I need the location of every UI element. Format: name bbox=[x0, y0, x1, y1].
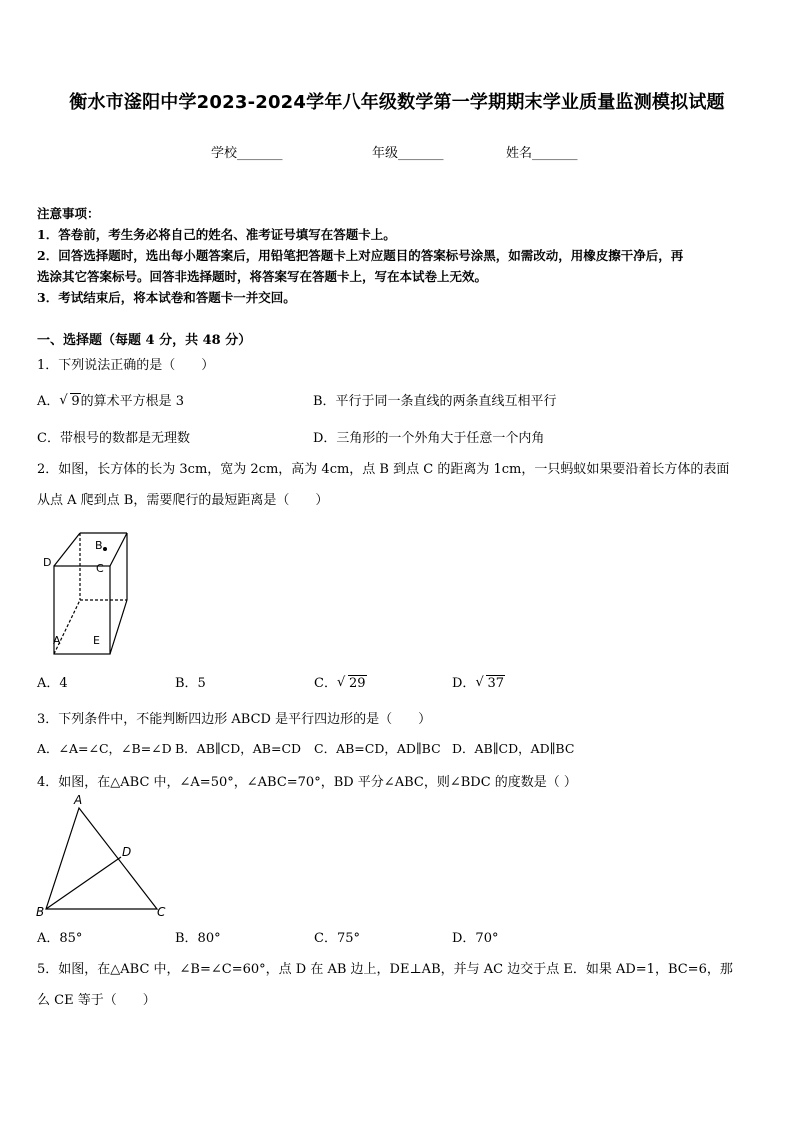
label-b: B bbox=[95, 539, 103, 552]
label-a: A bbox=[53, 634, 61, 647]
sqrt-symbol bbox=[337, 676, 367, 691]
option-label: C． bbox=[314, 676, 337, 691]
point-b-dot bbox=[103, 547, 107, 551]
option-label: A． bbox=[37, 394, 60, 409]
q5-stem-line2: 么 CE 等于（ ） bbox=[37, 993, 156, 1008]
q4-option-c: C．75° bbox=[314, 931, 360, 946]
q3-option-d: D．AB∥CD，AD∥BC bbox=[452, 741, 575, 756]
sqrt-symbol bbox=[59, 394, 80, 409]
bisector-bd bbox=[46, 857, 121, 909]
name-field: 姓名_______ bbox=[506, 146, 578, 161]
radicand: 29 bbox=[348, 676, 366, 691]
q4-option-b: B．80° bbox=[175, 931, 221, 946]
label-c: C bbox=[157, 905, 166, 919]
triangle-abc bbox=[46, 808, 157, 909]
label-a: A bbox=[74, 793, 83, 807]
radicand: 37 bbox=[487, 676, 504, 691]
q4-option-d: D．70° bbox=[452, 931, 499, 946]
q2-stem-line2: 从点 A 爬到点 B，需要爬行的最短距离是（ ） bbox=[37, 493, 329, 508]
q3-stem: 3．下列条件中，不能判断四边形 ABCD 是平行四边形的是（ ） bbox=[37, 712, 432, 727]
q5-stem-line1: 5．如图，在△ABC 中，∠B=∠C=60°，点 D 在 AB 边上，DE⊥AB，并与 AC 边交于点 E．如果 AD=1，BC=6，那 bbox=[37, 962, 733, 977]
q4-option-a: A．85° bbox=[37, 931, 83, 946]
label-d: D bbox=[122, 845, 132, 859]
q1-option-c: C．带根号的数都是无理数 bbox=[37, 431, 190, 446]
school-field: 学校_______ bbox=[211, 146, 283, 161]
q1-option-a bbox=[37, 390, 184, 409]
q3-option-c: C．AB=CD，AD∥BC bbox=[314, 741, 441, 756]
cuboid-front-face bbox=[54, 566, 110, 654]
option-text: 的算术平方根是 3 bbox=[80, 394, 185, 409]
notice-item: 1．答卷前，考生务必将自己的姓名、准考证号填写在答题卡上。 bbox=[37, 227, 396, 242]
cuboid-figure bbox=[40, 530, 140, 650]
q2-option-b: B．5 bbox=[175, 676, 206, 691]
q2-option-c bbox=[314, 672, 367, 691]
q1-option-d: D．三角形的一个外角大于任意一个内角 bbox=[313, 431, 545, 446]
triangle-figure bbox=[36, 794, 176, 924]
q2-option-a: A．4 bbox=[37, 676, 68, 691]
notice-heading: 注意事项： bbox=[37, 206, 100, 221]
cuboid-edge bbox=[110, 533, 127, 566]
q1-option-b: B．平行于同一条直线的两条直线互相平行 bbox=[313, 394, 557, 409]
q1-stem: 1．下列说法正确的是（ ） bbox=[37, 358, 215, 373]
sqrt-symbol bbox=[475, 676, 505, 691]
q2-stem-line1: 2．如图，长方体的长为 3cm，宽为 2cm，高为 4cm，点 B 到点 C 的距离为 1cm，一只蚂蚁如果要沿着长方体的表面 bbox=[37, 462, 730, 477]
label-e: E bbox=[93, 634, 100, 647]
notice-item: 2．回答选择题时，选出每小题答案后，用铅笔把答题卡上对应题目的答案标号涂黑，如需改动，用橡皮擦干净后，再 bbox=[37, 248, 684, 263]
notice-item: 3．考试结束后，将本试卷和答题卡一并交回。 bbox=[37, 290, 296, 305]
q3-option-b: B．AB∥CD，AB=CD bbox=[175, 741, 302, 756]
cuboid-edge bbox=[110, 600, 127, 654]
section-heading: 一、选择题（每题 4 分，共 48 分） bbox=[37, 333, 252, 348]
label-b: B bbox=[36, 905, 45, 919]
label-d: D bbox=[43, 556, 52, 569]
option-label: D． bbox=[452, 676, 476, 691]
q3-option-a: A．∠A=∠C，∠B=∠D bbox=[37, 741, 172, 756]
page-title: 衡水市滏阳中学2023-2024学年八年级数学第一学期期末学业质量监测模拟试题 bbox=[69, 92, 725, 113]
radicand: 9 bbox=[71, 394, 80, 409]
q4-stem: 4．如图，在△ABC 中，∠A=50°，∠ABC=70°，BD 平分∠ABC，则∠BDC 的度数是（ ） bbox=[37, 775, 577, 790]
cuboid-edge bbox=[54, 533, 80, 566]
label-c: C bbox=[96, 562, 104, 575]
notice-item: 选涂其它答案标号。回答非选择题时，将答案写在答题卡上，写在本试卷上无效。 bbox=[37, 269, 488, 284]
grade-field: 年级_______ bbox=[372, 146, 444, 161]
q2-option-d bbox=[452, 672, 505, 691]
